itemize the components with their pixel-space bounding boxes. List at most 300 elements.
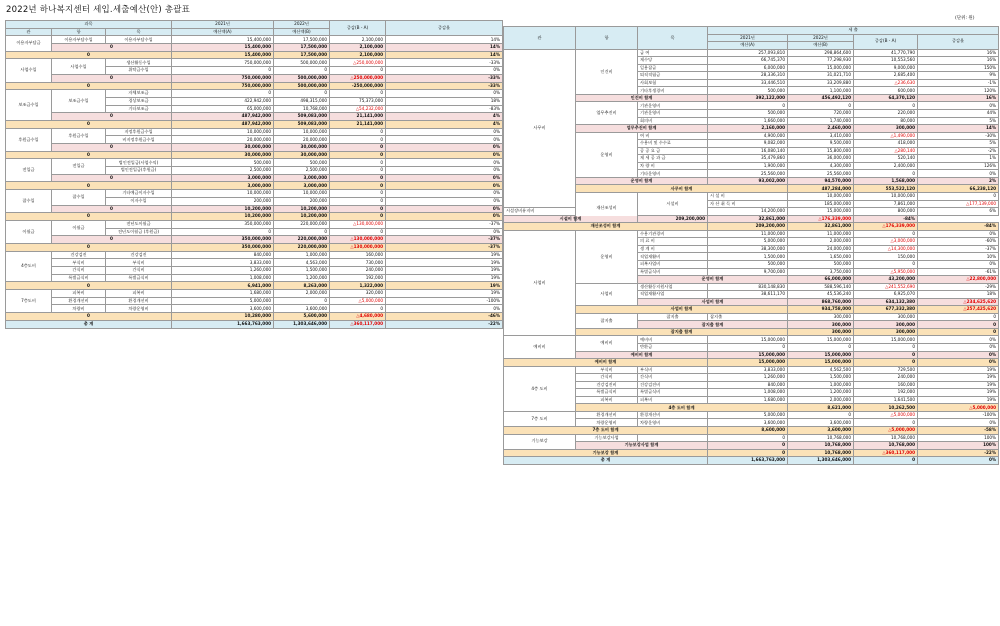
diff-cell: 0 — [330, 144, 386, 152]
budget-b-cell: 298,864,600 — [788, 49, 854, 57]
budget-b-cell: 4,300,000 — [788, 162, 854, 170]
kwan-cell: 이용자부담금 — [6, 36, 52, 51]
mok-cell: 간식비 — [638, 374, 708, 382]
header-hang: 항 — [576, 27, 638, 50]
diff-cell: 0 — [854, 419, 918, 427]
diff-cell: 0 — [918, 193, 999, 201]
table-row — [504, 313, 999, 321]
table-row — [504, 283, 999, 291]
kwan-cell: 7층도비 — [6, 290, 52, 313]
budget-b-cell: 1,303,646,000 — [788, 457, 854, 465]
rate-cell: 19% — [918, 396, 999, 404]
rate-cell: 0% — [918, 457, 999, 465]
mok-cell: 특별급식비 — [106, 274, 172, 282]
diff-cell: 2,100,000 — [330, 44, 386, 52]
rate-cell: -29% — [918, 283, 999, 291]
subtotal-row — [504, 185, 999, 193]
hang-cell: 운영비 — [576, 132, 638, 177]
budget-a-cell: 392,122,000 — [708, 94, 788, 102]
kwan-cell: 재산조성비 — [576, 193, 638, 223]
budget-a-cell: 185,000,000 — [788, 200, 854, 208]
subtotal-row — [6, 144, 503, 152]
budget-b-cell: 0 — [274, 67, 330, 75]
table-row — [504, 230, 999, 238]
subtotal-row — [6, 282, 503, 290]
mok-cell: 수용비 및 수수료 — [638, 140, 708, 148]
kwan-cell: 7층 도비 — [504, 411, 576, 426]
diff-cell: 0 — [330, 90, 386, 98]
rate-cell: -46% — [386, 313, 503, 321]
revenue-table — [5, 20, 503, 329]
mok-cell: 사회보험 — [638, 79, 708, 87]
budget-a-cell: 350,000,000 — [172, 243, 274, 251]
budget-a-cell: 9,700,000 — [708, 268, 788, 276]
table-row — [504, 434, 999, 442]
budget-b-cell: 220,000,000 — [274, 243, 330, 251]
budget-a-cell: 3,600,000 — [708, 419, 788, 427]
subtotal-row — [6, 51, 503, 59]
header-hang: 항 — [52, 28, 106, 36]
header-budget-b: 예산(B) — [788, 42, 854, 50]
rate-cell: 16% — [918, 94, 999, 102]
diff-cell: △250,000,000 — [330, 59, 386, 67]
rate-cell: 19% — [386, 251, 503, 259]
table-row — [6, 220, 503, 228]
rate-cell: 0% — [918, 351, 999, 359]
budget-b-cell: 33,209,880 — [788, 79, 854, 87]
budget-b-cell: 17,500,000 — [274, 44, 330, 52]
diff-cell: △3,000,000 — [854, 238, 918, 246]
kwan-cell: 이월금 — [6, 220, 52, 243]
budget-b-cell: 0 — [788, 411, 854, 419]
diff-cell: △250,000,000 — [330, 74, 386, 82]
budget-b-cell: 677,332,380 — [854, 306, 918, 314]
budget-b-cell: 509,083,000 — [274, 113, 330, 121]
diff-cell: 0 — [918, 328, 999, 336]
subtotal-row — [504, 426, 999, 434]
page-title: 2022년 하나복지센터 세입.세출예산(안) 총괄표 — [6, 5, 191, 15]
rate-cell: 0% — [386, 197, 503, 205]
header-subject: 과목 — [6, 21, 172, 29]
rate-cell: 44% — [918, 110, 999, 118]
diff-cell: -250,000,000 — [330, 82, 386, 90]
mok-cell: 시설장비유지비 — [504, 208, 576, 216]
budget-a-cell: 14,200,000 — [708, 208, 788, 216]
diff-cell: 0 — [918, 321, 999, 329]
table-row — [6, 36, 503, 44]
budget-a-cell: 840,000 — [172, 251, 274, 259]
rate-cell: 18% — [918, 291, 999, 299]
rate-cell: 19% — [386, 274, 503, 282]
kwan-cell: 예비비 — [504, 336, 576, 359]
budget-b-cell: 0 — [788, 102, 854, 110]
mok-cell: 환경개선비 — [106, 297, 172, 305]
rate-cell: -22% — [386, 320, 503, 328]
rate-cell: 0% — [386, 205, 503, 213]
diff-cell: 0 — [854, 359, 918, 367]
diff-cell: 21,141,000 — [330, 113, 386, 121]
table-row — [504, 381, 999, 389]
diff-cell: △1,490,000 — [854, 132, 918, 140]
budget-b-cell: 4,562,500 — [788, 366, 854, 374]
rate-cell: 0% — [386, 136, 503, 144]
budget-b-cell: 15,800,000 — [788, 147, 854, 155]
subtotal-label: 인건비 합계 — [576, 94, 708, 102]
rate-cell: 4% — [386, 120, 503, 128]
subtotal-row — [6, 205, 503, 213]
subtotal-label: 0 — [52, 236, 172, 244]
diff-cell: 0 — [330, 67, 386, 75]
rate-cell: 0% — [386, 228, 503, 236]
budget-b-cell: 10,200,000 — [274, 213, 330, 221]
mok-cell: 기타예금이자수입 — [106, 190, 172, 198]
budget-a-cell: 33,446,510 — [708, 79, 788, 87]
budget-a-cell: 30,000,000 — [172, 144, 274, 152]
subtotal-row — [6, 120, 503, 128]
rate-cell: -2% — [918, 147, 999, 155]
kwan-cell: 4층 도비 — [504, 366, 576, 411]
budget-b-cell: 4,563,000 — [274, 259, 330, 267]
rate-cell: -100% — [386, 297, 503, 305]
budget-b-cell: 200,000 — [274, 197, 330, 205]
budget-a-cell: 5,000,000 — [708, 411, 788, 419]
budget-b-cell: 15,000,000 — [788, 208, 854, 216]
mok-cell: 생산활동지원사업 — [638, 283, 708, 291]
rate-cell: 0% — [386, 159, 503, 167]
diff-cell: 0 — [330, 213, 386, 221]
diff-cell: 10,768,000 — [854, 434, 918, 442]
hang-cell: 건강검진비 — [576, 381, 638, 389]
budget-a-cell: 15,400,000 — [172, 51, 274, 59]
rate-cell: 0% — [386, 67, 503, 75]
budget-b-cell: 30,000,000 — [274, 144, 330, 152]
rate-cell: 0% — [918, 419, 999, 427]
diff-cell: 729,500 — [854, 366, 918, 374]
rate-cell: 0% — [918, 230, 999, 238]
rate-cell: -37% — [386, 243, 503, 251]
mok-cell: 법인전입금(후원금) — [106, 167, 172, 175]
budget-b-cell: 500,000,000 — [274, 82, 330, 90]
hang-cell: 잡지출 — [638, 313, 708, 321]
diff-cell: 0 — [330, 174, 386, 182]
mok-cell: 법인전입금(사업수익) — [106, 159, 172, 167]
mok-cell: 경상보조금 — [106, 97, 172, 105]
rate-cell: -100% — [918, 411, 999, 419]
mok-cell: 이자수입 — [106, 197, 172, 205]
budget-a-cell: 0 — [172, 67, 274, 75]
budget-a-cell: 10,200,000 — [172, 205, 274, 213]
hang-cell: 후원금수입 — [52, 128, 106, 143]
mok-cell: 기관운영비 — [638, 102, 708, 110]
mok-cell: 위탁금수입 — [106, 67, 172, 75]
mok-cell: 건강검진비 — [638, 381, 708, 389]
diff-cell: △130,000,000 — [330, 236, 386, 244]
budget-a-cell: 10,000,000 — [172, 128, 274, 136]
diff-cell: 64,370,120 — [854, 94, 918, 102]
diff-cell: △22,800,000 — [918, 276, 999, 284]
budget-b-cell: 32,861,000 — [788, 223, 854, 231]
subtotal-row — [6, 113, 503, 121]
hang-cell: 차량운영비 — [576, 419, 638, 427]
header-diff: 증감(B - A) — [330, 21, 386, 36]
hang-cell: 부식비 — [52, 259, 106, 267]
mok-cell: 피복비 — [638, 396, 708, 404]
hang-cell: 업무추진비 — [576, 102, 638, 125]
rate-cell: 14% — [918, 125, 999, 133]
rate-cell: -60% — [918, 238, 999, 246]
budget-b-cell: 2,000,000 — [274, 290, 330, 298]
diff-cell: 0 — [330, 228, 386, 236]
diff-cell: △130,000,000 — [330, 243, 386, 251]
budget-a-cell: 0 — [708, 449, 788, 457]
subtotal-row — [6, 82, 503, 90]
diff-cell: △360,117,000 — [330, 320, 386, 328]
budget-a-cell: 1,680,000 — [172, 290, 274, 298]
rate-cell: 0% — [918, 336, 999, 344]
budget-b-cell: 10,000,000 — [274, 128, 330, 136]
subtotal-label: 0 — [6, 51, 172, 59]
budget-a-cell: 200,000 — [172, 197, 274, 205]
budget-b-cell: 1,000,000 — [274, 251, 330, 259]
subtotal-row — [6, 243, 503, 251]
budget-b-cell: 0 — [788, 343, 854, 351]
diff-cell: 0 — [330, 159, 386, 167]
rate-cell: 2% — [918, 177, 999, 185]
header-subject: 세 출 — [708, 27, 999, 35]
rate-cell: 0% — [386, 305, 503, 313]
diff-cell: 160,000 — [330, 251, 386, 259]
budget-b-cell: 9,500,000 — [788, 140, 854, 148]
diff-cell: 0 — [854, 170, 918, 178]
subtotal-label: 7층 도비 합계 — [504, 426, 708, 434]
budget-b-cell: 498,315,000 — [274, 97, 330, 105]
diff-cell: △14,300,000 — [854, 245, 918, 253]
rate-cell: 19% — [386, 290, 503, 298]
rate-cell: 0% — [386, 151, 503, 159]
budget-a-cell: 487,284,000 — [788, 185, 854, 193]
rate-cell: 0% — [386, 128, 503, 136]
mok-cell: 회의비 — [638, 117, 708, 125]
budget-b-cell: 588,596,140 — [788, 283, 854, 291]
diff-cell: 10,768,000 — [854, 442, 918, 450]
diff-cell: 800,000 — [854, 208, 918, 216]
budget-b-cell: 1,000,000 — [788, 381, 854, 389]
diff-cell: 192,000 — [854, 389, 918, 397]
budget-b-cell: 300,000 — [854, 328, 918, 336]
table-row — [504, 366, 999, 374]
rate-cell: 18% — [386, 97, 503, 105]
budget-b-cell: 10,000,000 — [854, 193, 918, 201]
hang-cell: 인건비 — [576, 49, 638, 94]
rate-cell: 100% — [918, 434, 999, 442]
subtotal-label: 예비비 합계 — [576, 351, 708, 359]
budget-b-cell: 3,600,000 — [788, 426, 854, 434]
mok-cell: 특별급식비 — [638, 268, 708, 276]
budget-a-cell: 6,000,000 — [708, 64, 788, 72]
rate-cell: 16% — [918, 57, 999, 65]
kwan-cell: 후원금수입 — [6, 128, 52, 151]
budget-b-cell: 300,000 — [854, 313, 918, 321]
budget-a-cell: 1,663,763,000 — [708, 457, 788, 465]
header-kwan: 관 — [6, 28, 52, 36]
budget-a-cell: 1,260,000 — [708, 374, 788, 382]
table-row — [504, 389, 999, 397]
budget-b-cell: 500,000 — [274, 159, 330, 167]
subtotal-label: 업무추진비 합계 — [576, 125, 708, 133]
rate-cell: -61% — [918, 268, 999, 276]
budget-b-cell: 0 — [274, 228, 330, 236]
header-2022: 2022년 — [274, 21, 330, 29]
table-row — [504, 374, 999, 382]
subtotal-row — [504, 359, 999, 367]
subtotal-row — [504, 215, 999, 223]
mok-cell: 이용자부담수입 — [106, 36, 172, 44]
rate-cell: 0% — [918, 359, 999, 367]
diff-cell: 75,373,000 — [330, 97, 386, 105]
diff-cell: 9,000,000 — [854, 64, 918, 72]
mok-cell: 기관운영비 — [638, 110, 708, 118]
hang-cell: 전입금 — [52, 159, 106, 174]
mok-cell: 공 공 요 금 — [638, 147, 708, 155]
diff-cell: △360,117,000 — [854, 449, 918, 457]
budget-b-cell: 8,263,000 — [274, 282, 330, 290]
subtotal-row — [6, 236, 503, 244]
mok-cell: 시 설 비 — [708, 193, 788, 201]
mok-cell: 비지정후원금수입 — [106, 136, 172, 144]
budget-a-cell: 3,833,000 — [172, 259, 274, 267]
budget-a-cell: 10,000,000 — [788, 193, 854, 201]
subtotal-row — [504, 351, 999, 359]
table-row — [6, 290, 503, 298]
subtotal-row — [504, 94, 999, 102]
budget-b-cell: 10,768,000 — [788, 434, 854, 442]
diff-cell: △241,552,690 — [854, 283, 918, 291]
mok-cell: 제수당 — [638, 57, 708, 65]
budget-a-cell: 4,900,000 — [708, 132, 788, 140]
diff-cell: 2,100,000 — [330, 36, 386, 44]
grand-total-row — [6, 320, 503, 328]
subtotal-row — [504, 404, 999, 412]
budget-a-cell: 1,663,763,000 — [172, 320, 274, 328]
subtotal-label: 예비비 합계 — [504, 359, 708, 367]
budget-b-cell: 11,000,000 — [788, 230, 854, 238]
diff-cell: △257,425,620 — [918, 306, 999, 314]
diff-cell: 2,400,000 — [854, 162, 918, 170]
diff-cell: 0 — [918, 313, 999, 321]
subtotal-label: 잡지출 합계 — [576, 328, 788, 336]
subtotal-label: 사무비 합계 — [576, 185, 788, 193]
budget-a-cell: 20,000,000 — [172, 136, 274, 144]
subtotal-label: 0 — [6, 313, 172, 321]
budget-b-cell: 2,460,000 — [788, 125, 854, 133]
diff-cell: 10,553,560 — [854, 57, 918, 65]
subtotal-row — [6, 213, 503, 221]
budget-a-cell: 2,160,000 — [708, 125, 788, 133]
budget-a-cell: 1,900,000 — [708, 162, 788, 170]
mok-cell: 제 세 공 과 금 — [638, 155, 708, 163]
subtotal-label: 0 — [6, 120, 172, 128]
budget-b-cell: 553,522,120 — [854, 185, 918, 193]
subtotal-label: 운영비 합계 — [576, 177, 708, 185]
rate-cell: -84% — [918, 223, 999, 231]
budget-b-cell: 220,000,000 — [274, 236, 330, 244]
rate-cell: 0% — [918, 170, 999, 178]
budget-b-cell: 24,000,000 — [788, 245, 854, 253]
diff-cell: 0 — [854, 102, 918, 110]
header-mok: 목 — [106, 28, 172, 36]
budget-a-cell: 500,000 — [708, 87, 788, 95]
budget-a-cell: 868,760,000 — [788, 298, 854, 306]
kwan-cell: 사무비 — [504, 49, 576, 207]
budget-a-cell: 209,200,000 — [638, 215, 708, 223]
rate-cell: 0% — [918, 260, 999, 268]
diff-cell: △5,000,000 — [918, 404, 999, 412]
budget-b-cell: 31,021,710 — [788, 72, 854, 80]
subtotal-row — [504, 442, 999, 450]
hang-cell: 간식비 — [52, 267, 106, 275]
budget-a-cell: 0 — [708, 434, 788, 442]
budget-a-cell: 15,400,000 — [172, 44, 274, 52]
rate-cell: -33% — [386, 82, 503, 90]
subtotal-label: 4층 도비 합계 — [576, 404, 788, 412]
rate-cell: 19% — [386, 282, 503, 290]
hang-cell: 환경개선비 — [52, 297, 106, 305]
budget-a-cell: 840,000 — [708, 381, 788, 389]
kwan-cell: 잡수입 — [6, 190, 52, 213]
budget-b-cell: 36,000,000 — [788, 155, 854, 163]
header-budget-a: 예산(A) — [708, 42, 788, 50]
budget-a-cell: 1,008,000 — [708, 389, 788, 397]
mok-cell: 생 계 비 — [638, 245, 708, 253]
diff-cell: △130,000,000 — [330, 220, 386, 228]
budget-a-cell: 35,479,860 — [708, 155, 788, 163]
budget-b-cell: 15,000,000 — [788, 351, 854, 359]
kwan-cell: 기능보강 — [504, 434, 576, 449]
mok-cell: 지정후원금수입 — [106, 128, 172, 136]
rate-cell: 4% — [386, 113, 503, 121]
budget-a-cell: 15,000,000 — [708, 359, 788, 367]
diff-cell: △54,232,000 — [330, 105, 386, 113]
hang-cell: 특별급식비 — [52, 274, 106, 282]
subtotal-label: 0 — [6, 182, 172, 190]
rate-cell: 19% — [918, 381, 999, 389]
budget-b-cell: 3,750,000 — [788, 268, 854, 276]
rate-cell: -37% — [386, 236, 503, 244]
mok-cell: 부식비 — [638, 366, 708, 374]
diff-cell: 0 — [330, 190, 386, 198]
diff-cell: 0 — [330, 128, 386, 136]
budget-a-cell: 1,008,000 — [172, 274, 274, 282]
budget-a-cell: 300,000 — [788, 313, 854, 321]
hang-cell: 차량비 — [52, 305, 106, 313]
hang-cell: 부식비 — [576, 366, 638, 374]
budget-a-cell: 3,833,000 — [708, 366, 788, 374]
header-2021: 2021년 — [172, 21, 274, 29]
mok-cell: 생산활동수입 — [106, 59, 172, 67]
budget-b-cell: 30,000,000 — [274, 151, 330, 159]
budget-a-cell: 11,000,000 — [708, 230, 788, 238]
budget-b-cell: 1,740,000 — [788, 117, 854, 125]
budget-b-cell: 3,600,000 — [274, 305, 330, 313]
diff-cell: △236,630 — [854, 79, 918, 87]
diff-cell: 0 — [854, 343, 918, 351]
subtotal-row — [6, 313, 503, 321]
rate-cell: 1% — [918, 155, 999, 163]
mok-cell: 차 량 비 — [638, 162, 708, 170]
subtotal-label: 총 계 — [6, 320, 172, 328]
rate-cell: 6% — [918, 208, 999, 216]
subtotal-row — [6, 174, 503, 182]
